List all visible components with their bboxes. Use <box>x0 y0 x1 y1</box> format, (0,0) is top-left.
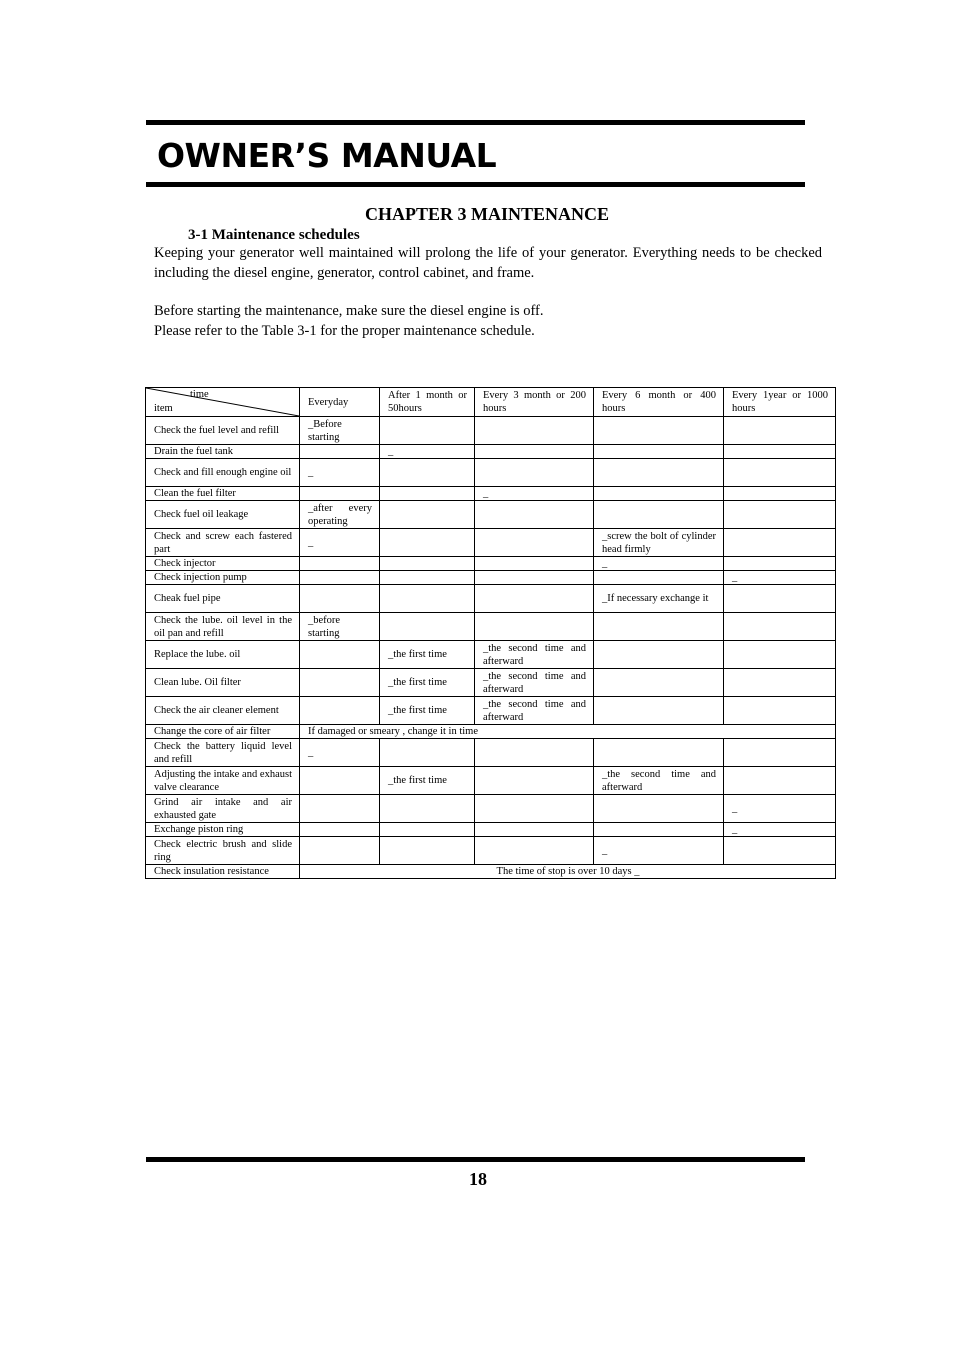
maintenance-schedule-table <box>145 387 836 879</box>
header-everyday: Everyday <box>300 388 380 417</box>
manual-title: OWNER’S MANUAL <box>157 136 497 175</box>
table-row <box>146 739 836 767</box>
table-row <box>146 501 836 529</box>
row-item-label: Cheak fuel pipe <box>146 585 300 613</box>
table-row <box>146 585 836 613</box>
row-item-label: Check the lube. oil level in the oil pan and refill <box>146 613 300 641</box>
schedule-cell: _the second time and afterward <box>594 767 724 795</box>
table-row <box>146 459 836 487</box>
schedule-cell <box>475 585 594 613</box>
schedule-cell <box>724 837 836 865</box>
schedule-cell <box>475 501 594 529</box>
row-item-label: Change the core of air filter <box>146 725 300 739</box>
row-item-label: Check the battery liquid level and refill <box>146 739 300 767</box>
schedule-cell <box>300 571 380 585</box>
row-item-label: Adjusting the intake and exhaust valve clearance <box>146 767 300 795</box>
schedule-cell <box>475 739 594 767</box>
row-item-label: Exchange piston ring <box>146 823 300 837</box>
table-row <box>146 669 836 697</box>
table-header-row <box>146 388 836 417</box>
row-item-label: Clean the fuel filter <box>146 487 300 501</box>
footer-rule <box>146 1157 805 1162</box>
schedule-cell <box>594 641 724 669</box>
table-row <box>146 823 836 837</box>
header-corner-cell <box>146 388 300 417</box>
table-row <box>146 571 836 585</box>
schedule-cell <box>724 739 836 767</box>
schedule-cell <box>475 417 594 445</box>
schedule-cell: _ <box>724 795 836 823</box>
schedule-cell: _the first time <box>380 641 475 669</box>
schedule-cell <box>594 501 724 529</box>
schedule-cell: _ <box>475 487 594 501</box>
schedule-cell <box>594 487 724 501</box>
table-row <box>146 613 836 641</box>
schedule-cell: _ <box>380 445 475 459</box>
schedule-cell <box>724 501 836 529</box>
schedule-cell: _screw the bolt of cylinder head firmly <box>594 529 724 557</box>
schedule-cell <box>475 529 594 557</box>
reference-line: Please refer to the Table 3-1 for the proper maintenance schedule. <box>154 323 535 339</box>
header-item-label: item <box>154 403 173 414</box>
row-item-label: Check insulation resistance <box>146 865 300 879</box>
schedule-cell <box>300 557 380 571</box>
chapter-title: CHAPTER 3 MAINTENANCE <box>364 204 609 224</box>
schedule-cell: _ <box>300 739 380 767</box>
schedule-cell: _before starting <box>300 613 380 641</box>
schedule-cell <box>724 767 836 795</box>
schedule-cell: _ <box>594 557 724 571</box>
schedule-cell <box>594 571 724 585</box>
schedule-cell <box>380 585 475 613</box>
schedule-cell: _the first time <box>380 669 475 697</box>
schedule-cell <box>594 697 724 725</box>
schedule-cell <box>724 669 836 697</box>
schedule-cell <box>594 417 724 445</box>
schedule-cell <box>380 823 475 837</box>
schedule-cell <box>594 445 724 459</box>
schedule-cell: _If necessary exchange it <box>594 585 724 613</box>
row-item-label: Clean lube. Oil filter <box>146 669 300 697</box>
schedule-cell <box>380 529 475 557</box>
schedule-cell <box>724 529 836 557</box>
schedule-cell <box>724 487 836 501</box>
intro-paragraph: Keeping your generator well maintained will prolong the life of your generator. Everything needs to be checked including the diesel engine, generator, control cabinet, and frame. <box>154 245 822 281</box>
table-row <box>146 837 836 865</box>
section-title: 3-1 Maintenance schedules <box>188 227 360 243</box>
schedule-cell <box>724 417 836 445</box>
schedule-cell <box>594 823 724 837</box>
schedule-cell <box>300 767 380 795</box>
schedule-cell <box>300 823 380 837</box>
row-item-label: Drain the fuel tank <box>146 445 300 459</box>
table-row <box>146 445 836 459</box>
row-item-label: Replace the lube. oil <box>146 641 300 669</box>
spanning-note-cell: The time of stop is over 10 days _ <box>300 865 836 879</box>
schedule-cell <box>300 795 380 823</box>
schedule-cell: _the first time <box>380 767 475 795</box>
schedule-cell <box>724 459 836 487</box>
schedule-cell <box>475 837 594 865</box>
schedule-cell <box>300 669 380 697</box>
schedule-cell <box>380 501 475 529</box>
schedule-cell <box>594 613 724 641</box>
schedule-cell <box>380 837 475 865</box>
schedule-cell <box>475 795 594 823</box>
schedule-cell <box>380 417 475 445</box>
schedule-cell <box>594 459 724 487</box>
schedule-cell: _ <box>724 571 836 585</box>
schedule-cell <box>380 795 475 823</box>
instruction-line: Before starting the maintenance, make sure the diesel engine is off. <box>154 303 544 319</box>
schedule-cell: _the second time and afterward <box>475 697 594 725</box>
row-item-label: Check and screw each fastered part <box>146 529 300 557</box>
schedule-cell <box>300 585 380 613</box>
header-rule-top <box>146 120 805 125</box>
schedule-cell <box>724 445 836 459</box>
header-time-label: time <box>190 389 209 400</box>
schedule-cell <box>594 795 724 823</box>
schedule-cell <box>724 585 836 613</box>
row-item-label: Check injector <box>146 557 300 571</box>
schedule-cell: _ <box>300 529 380 557</box>
schedule-cell: _the second time and afterward <box>475 641 594 669</box>
schedule-cell <box>475 571 594 585</box>
header-1-month: After 1 month or 50hours <box>380 388 475 417</box>
schedule-cell <box>300 697 380 725</box>
table-row <box>146 865 836 879</box>
table-row <box>146 529 836 557</box>
schedule-cell <box>724 641 836 669</box>
table-row <box>146 557 836 571</box>
schedule-cell <box>475 445 594 459</box>
schedule-cell <box>380 459 475 487</box>
schedule-cell <box>380 571 475 585</box>
row-item-label: Grind air intake and air exhausted gate <box>146 795 300 823</box>
schedule-cell <box>300 837 380 865</box>
schedule-cell <box>724 697 836 725</box>
schedule-cell <box>594 739 724 767</box>
table-row <box>146 417 836 445</box>
row-item-label: Check injection pump <box>146 571 300 585</box>
row-item-label: Check the fuel level and refill <box>146 417 300 445</box>
row-item-label: Check the air cleaner element <box>146 697 300 725</box>
row-item-label: Check and fill enough engine oil <box>146 459 300 487</box>
schedule-cell: _the second time and afterward <box>475 669 594 697</box>
schedule-cell <box>475 767 594 795</box>
schedule-cell <box>475 823 594 837</box>
row-item-label: Check electric brush and slide ring <box>146 837 300 865</box>
page-number: 18 <box>469 1169 487 1189</box>
schedule-cell <box>594 669 724 697</box>
schedule-cell <box>475 459 594 487</box>
schedule-cell <box>475 613 594 641</box>
schedule-cell <box>380 613 475 641</box>
header-6-month: Every 6 month or 400 hours <box>594 388 724 417</box>
schedule-cell <box>380 739 475 767</box>
schedule-cell <box>300 641 380 669</box>
schedule-cell <box>724 613 836 641</box>
schedule-cell <box>475 557 594 571</box>
header-1-year: Every 1year or 1000 hours <box>724 388 836 417</box>
schedule-cell <box>380 557 475 571</box>
table-row <box>146 767 836 795</box>
table-row <box>146 795 836 823</box>
schedule-cell <box>724 557 836 571</box>
table-row <box>146 641 836 669</box>
schedule-cell: _after every operating <box>300 501 380 529</box>
header-3-month: Every 3 month or 200 hours <box>475 388 594 417</box>
schedule-cell: _ <box>300 459 380 487</box>
schedule-cell: _Before starting <box>300 417 380 445</box>
schedule-cell <box>380 487 475 501</box>
schedule-cell: _ <box>594 837 724 865</box>
header-rule-bottom <box>146 182 805 187</box>
table-row <box>146 487 836 501</box>
row-item-label: Check fuel oil leakage <box>146 501 300 529</box>
schedule-cell: _ <box>724 823 836 837</box>
spanning-note-cell: If damaged or smeary , change it in time <box>300 725 836 739</box>
schedule-cell <box>300 445 380 459</box>
schedule-cell <box>300 487 380 501</box>
table-row <box>146 697 836 725</box>
schedule-cell: _the first time <box>380 697 475 725</box>
table-row <box>146 725 836 739</box>
